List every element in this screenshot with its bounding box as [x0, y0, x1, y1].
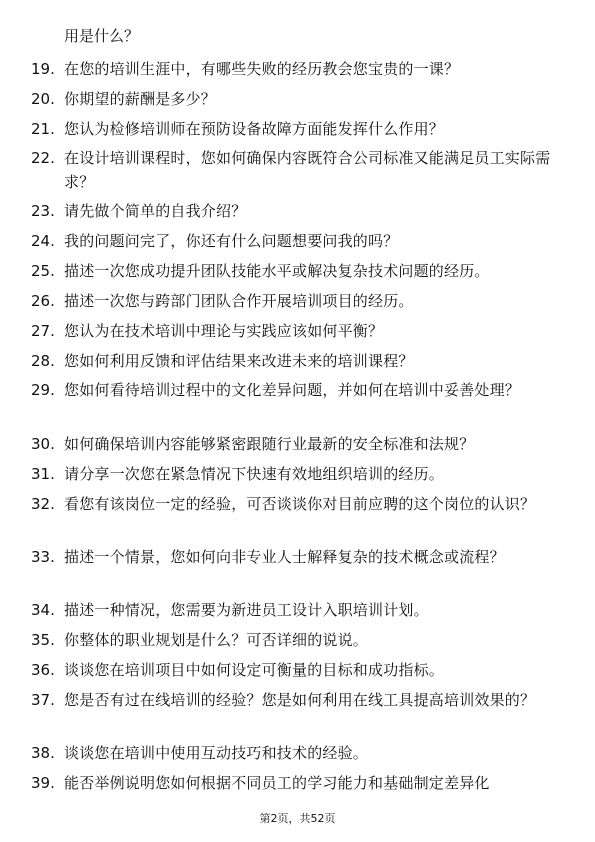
question-number: 37. [31, 691, 55, 709]
question-number: 35. [31, 631, 55, 649]
question-number: 32. [31, 495, 55, 513]
question-text: 在设计培训课程时，您如何确保内容既符合公司标准又能满足员工实际需求？ [64, 149, 551, 191]
question-text: 描述一种情况，您需要为新进员工设计入职培训计划。 [64, 601, 429, 619]
question-text: 我的问题问完了，你还有什么问题想要问我的吗？ [64, 232, 399, 250]
question-text: 您认为在技术培训中理论与实践应该如何平衡？ [64, 322, 384, 340]
question-number: 31. [31, 465, 55, 483]
question-text: 谈谈您在培训项目中如何设定可衡量的目标和成功指标。 [64, 661, 445, 679]
question-text: 在您的培训生涯中，有哪些失败的经历教会您宝贵的一课？ [64, 60, 460, 78]
question-number: 20. [31, 90, 55, 108]
question-number: 25. [31, 262, 55, 280]
question-text: 您如何利用反馈和评估结果来改进未来的培训课程？ [64, 352, 414, 370]
question-number: 26. [31, 292, 55, 310]
question-number: 39. [31, 774, 55, 792]
question-text: 您是否有过在线培训的经验？您是如何利用在线工具提高培训效果的？ [64, 691, 536, 709]
page-footer: 第2页，共52页 [259, 812, 336, 825]
question-number: 21. [31, 120, 55, 138]
question-text: 请分享一次您在紧急情况下快速有效地组织培训的经历。 [64, 465, 445, 483]
question-number: 22. [31, 149, 55, 167]
question-number: 33. [31, 548, 55, 566]
question-number: 29. [31, 381, 55, 399]
question-text: 描述一个情景，您如何向非专业人士解释复杂的技术概念或流程？ [64, 548, 505, 566]
question-number: 27. [31, 322, 55, 340]
question-text: 谈谈您在培训中使用互动技巧和技术的经验。 [64, 744, 369, 762]
question-number: 19. [31, 60, 55, 78]
question-number: 36. [31, 661, 55, 679]
question-text: 你期望的薪酬是多少？ [64, 90, 217, 108]
question-text: 您如何看待培训过程中的文化差异问题，并如何在培训中妥善处理？ [64, 381, 521, 399]
question-number: 30. [31, 435, 55, 453]
question-number: 38. [31, 744, 55, 762]
continued-text: 用是什么？ [64, 27, 140, 45]
question-text: 看您有该岗位一定的经验，可否谈谈你对目前应聘的这个岗位的认识？ [64, 495, 536, 513]
question-number: 23. [31, 202, 55, 220]
question-number: 28. [31, 352, 55, 370]
question-text: 能否举例说明您如何根据不同员工的学习能力和基础制定差异化 [64, 774, 490, 792]
question-number: 24. [31, 232, 55, 250]
question-text: 你整体的职业规划是什么？可否详细的说说。 [64, 631, 369, 649]
question-text: 描述一次您与跨部门团队合作开展培训项目的经历。 [64, 292, 414, 310]
question-text: 如何确保培训内容能够紧密跟随行业最新的安全标准和法规？ [64, 435, 475, 453]
question-text: 您认为检修培训师在预防设备故障方面能发挥什么作用？ [64, 120, 445, 138]
question-number: 34. [31, 601, 55, 619]
question-text: 描述一次您成功提升团队技能水平或解决复杂技术问题的经历。 [64, 262, 490, 280]
question-text: 请先做个简单的自我介绍？ [64, 202, 247, 220]
